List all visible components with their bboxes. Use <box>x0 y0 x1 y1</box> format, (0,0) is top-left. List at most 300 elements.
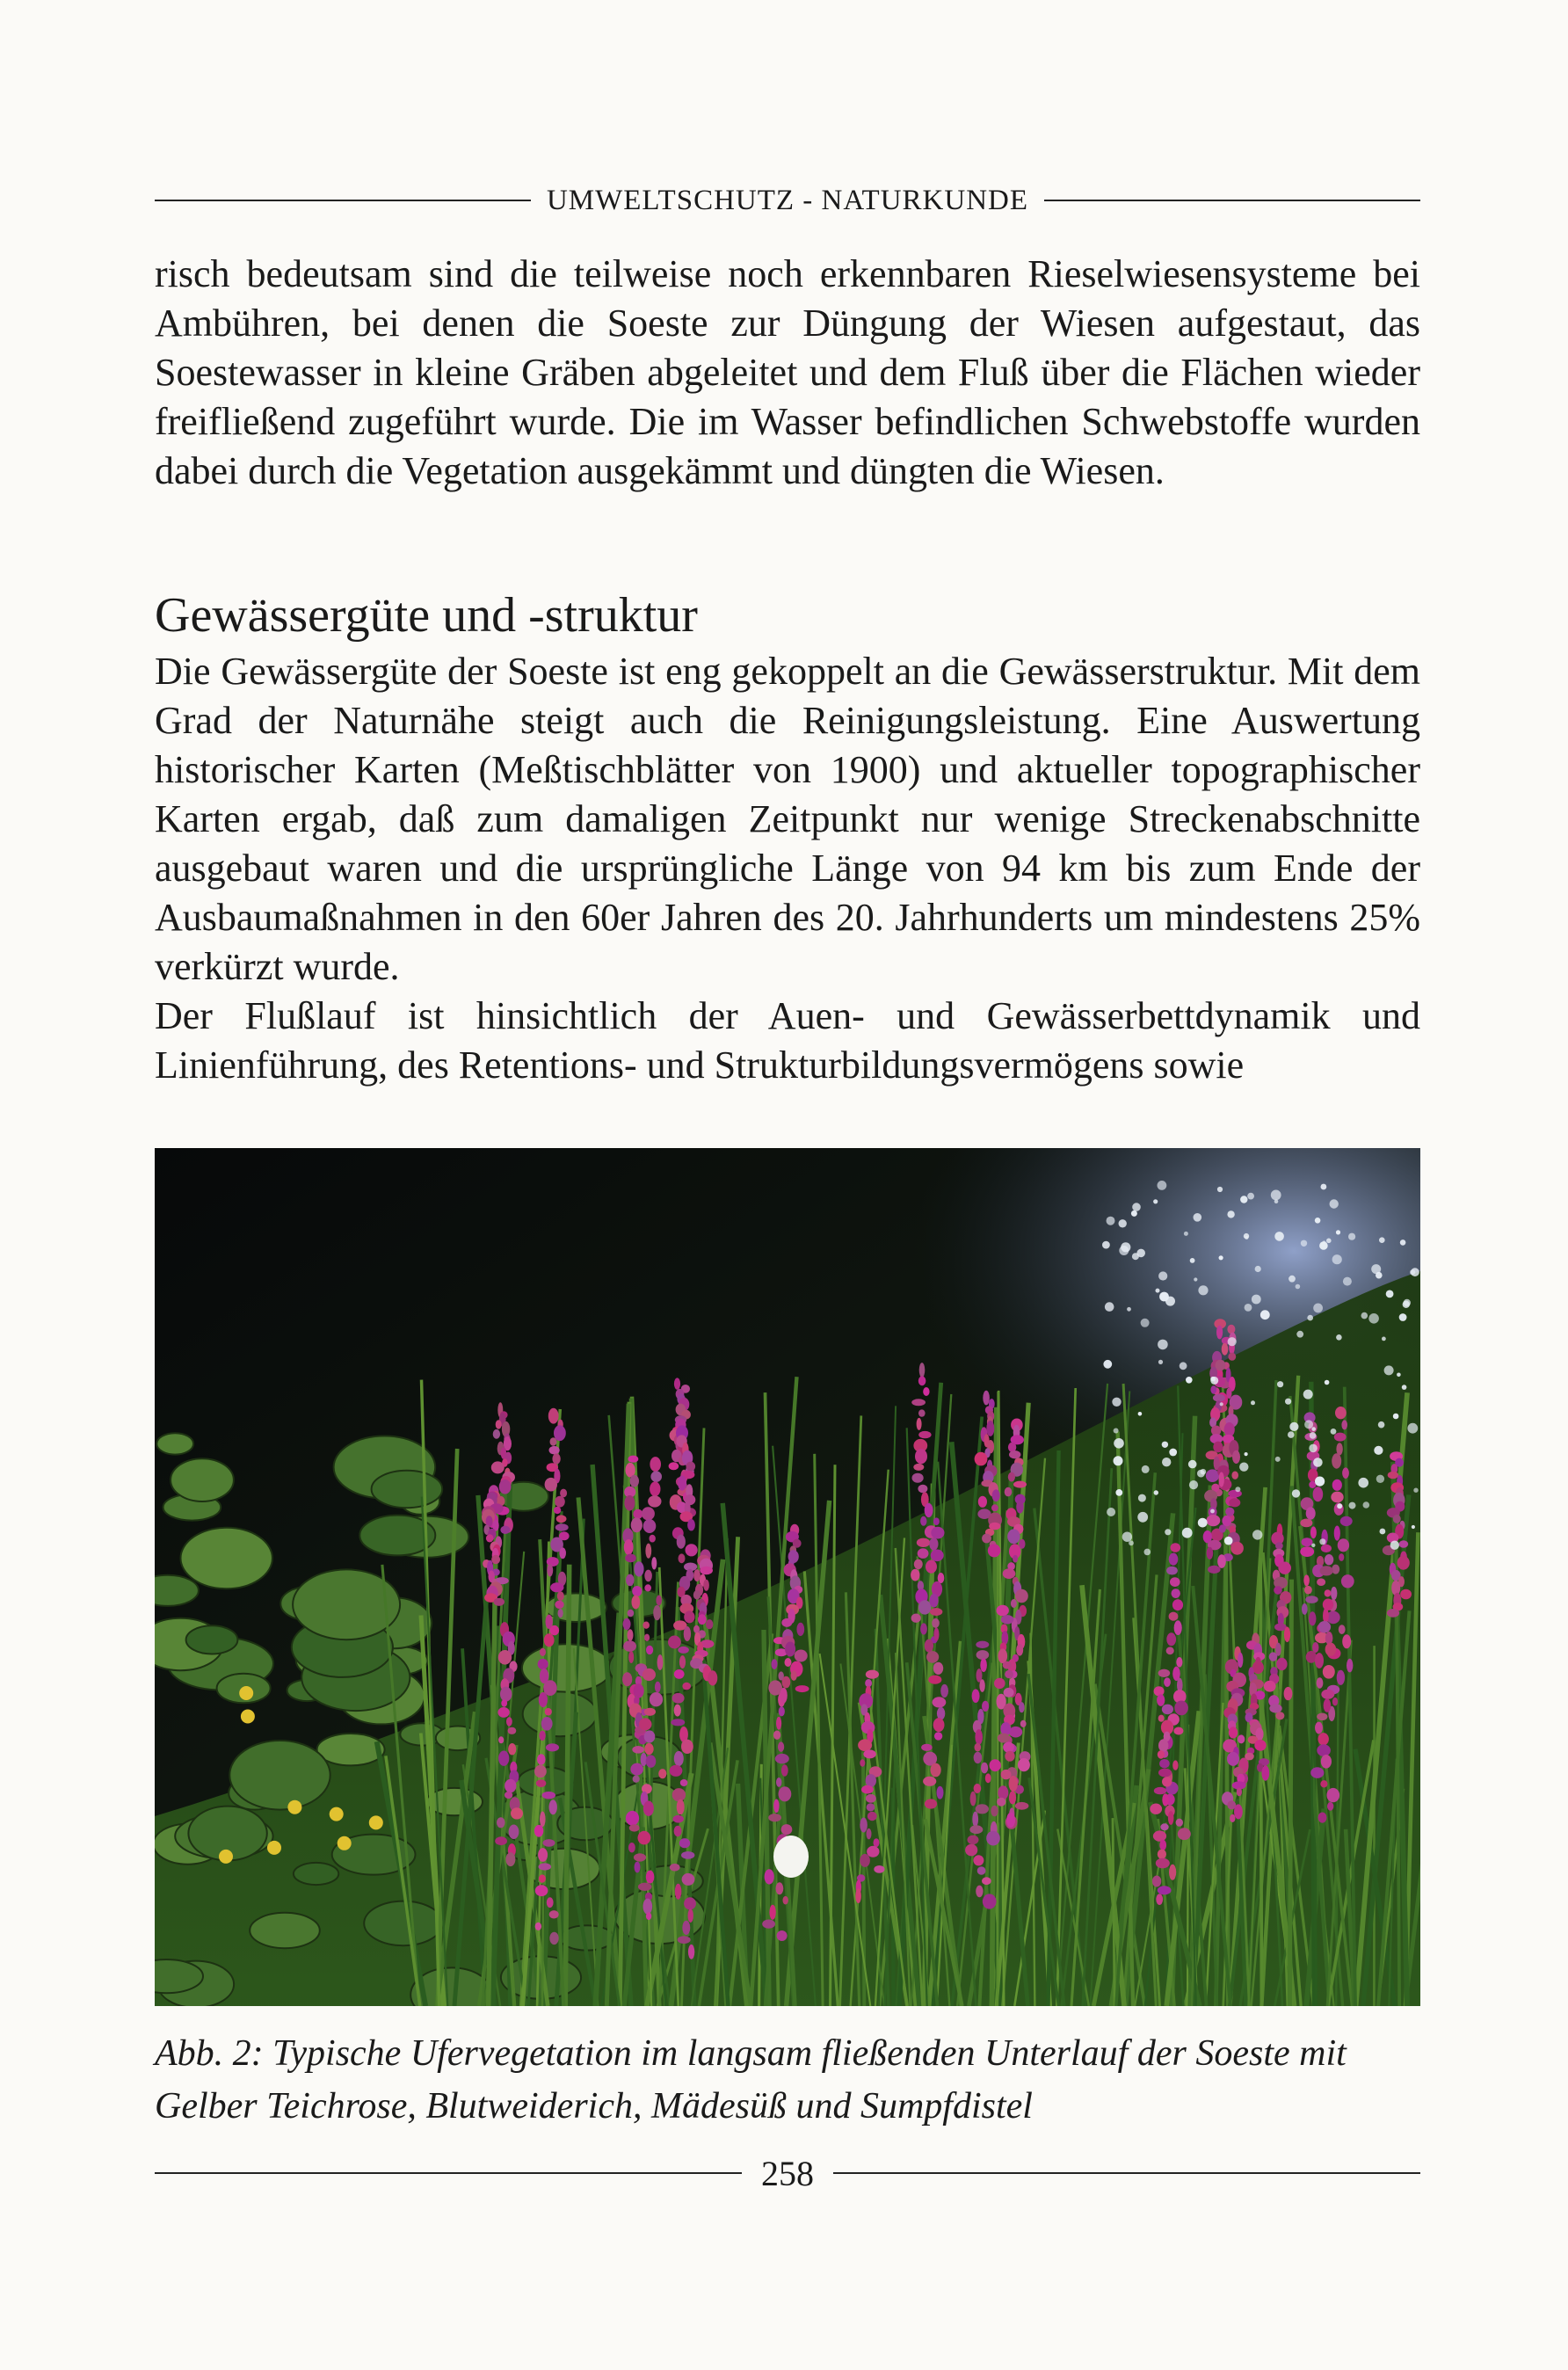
loosestrife-flower <box>940 1684 948 1698</box>
loosestrife-flower <box>1317 1713 1327 1721</box>
loosestrife-flower <box>1317 1677 1324 1688</box>
loosestrife-flower <box>535 1885 548 1896</box>
loosestrife-flower <box>1387 1609 1399 1618</box>
loosestrife-flower <box>918 1600 931 1614</box>
loosestrife-flower <box>1176 1819 1183 1827</box>
lily-pad <box>171 1458 234 1501</box>
loosestrife-flower <box>976 1641 989 1648</box>
loosestrife-flower <box>496 1420 502 1429</box>
loosestrife-flower <box>1347 1659 1353 1673</box>
loosestrife-flower <box>1331 1587 1337 1600</box>
loosestrife-flower <box>1207 1547 1214 1559</box>
meadowsweet-floret <box>1102 1241 1110 1249</box>
loosestrife-flower <box>674 1705 681 1717</box>
loosestrife-flower <box>642 1622 650 1629</box>
loosestrife-flower <box>1019 1702 1025 1712</box>
loosestrife-flower <box>997 1605 1009 1617</box>
loosestrife-flower <box>917 1418 922 1430</box>
loosestrife-flower <box>867 1846 879 1857</box>
meadowsweet-floret <box>1348 1233 1355 1240</box>
loosestrife-flower <box>1210 1385 1216 1394</box>
loosestrife-flower <box>1226 1387 1231 1399</box>
loosestrife-flower <box>933 1697 947 1707</box>
grass-blade <box>1289 1580 1291 2006</box>
loosestrife-flower <box>644 1730 656 1742</box>
ufervegetation-photo <box>155 1148 1420 2006</box>
loosestrife-flower <box>674 1826 682 1836</box>
meadowsweet-floret <box>1235 1487 1240 1492</box>
loosestrife-flower <box>928 1676 941 1684</box>
loosestrife-flower <box>648 1495 661 1507</box>
loosestrife-flower <box>545 1708 552 1716</box>
loosestrife-flower <box>785 1642 795 1657</box>
meadowsweet-floret <box>1158 1181 1167 1190</box>
meadowsweet-floret <box>1358 1478 1368 1488</box>
loosestrife-flower <box>1005 1670 1013 1679</box>
meadowsweet-floret <box>1165 1529 1171 1535</box>
loosestrife-flower <box>998 1648 1008 1663</box>
loosestrife-flower <box>668 1636 681 1649</box>
loosestrife-flower <box>773 1799 779 1814</box>
loosestrife-flower <box>544 1633 555 1647</box>
meadowsweet-floret <box>1336 1334 1342 1341</box>
loosestrife-flower <box>980 1658 987 1672</box>
loosestrife-flower <box>1338 1538 1349 1552</box>
loosestrife-flower <box>1332 1698 1338 1706</box>
loosestrife-flower <box>768 1814 781 1821</box>
meadowsweet-floret <box>1402 1385 1407 1390</box>
loosestrife-flower <box>1310 1767 1324 1778</box>
loosestrife-flower <box>1335 1407 1347 1419</box>
loosestrife-flower <box>994 1678 1005 1689</box>
meadowsweet-floret <box>1252 1295 1261 1305</box>
meadowsweet-floret <box>1390 1541 1399 1550</box>
meadowsweet-floret <box>1115 1489 1122 1496</box>
loosestrife-flower <box>626 1811 639 1826</box>
loosestrife-flower <box>1001 1770 1012 1779</box>
loosestrife-flower <box>933 1718 945 1732</box>
meadowsweet-floret <box>1103 1360 1112 1369</box>
meadowsweet-floret <box>1227 1210 1234 1218</box>
meadowsweet-floret <box>1349 1502 1356 1509</box>
loosestrife-flower <box>1016 1644 1023 1656</box>
loosestrife-flower <box>1323 1599 1333 1610</box>
loosestrife-flower <box>925 1639 933 1653</box>
loosestrife-flower <box>990 1759 1001 1771</box>
loosestrife-flower <box>680 1779 688 1786</box>
loosestrife-flower <box>983 1391 990 1406</box>
meadowsweet-floret <box>1194 1213 1202 1222</box>
meadowsweet-floret <box>1330 1199 1339 1208</box>
loosestrife-flower <box>505 1852 515 1866</box>
loosestrife-flower <box>973 1855 984 1865</box>
loosestrife-flower <box>860 1854 870 1867</box>
loosestrife-flower <box>918 1409 926 1416</box>
meadowsweet-floret <box>1224 1537 1233 1545</box>
loosestrife-flower <box>493 1429 500 1439</box>
meadowsweet-floret <box>1319 1241 1328 1250</box>
loosestrife-flower <box>634 1853 646 1861</box>
loosestrife-flower <box>643 1519 657 1533</box>
loosestrife-flower <box>497 1817 505 1828</box>
meadowsweet-floret <box>1154 1490 1158 1494</box>
loosestrife-flower <box>1342 1467 1349 1479</box>
loosestrife-flower <box>538 1848 548 1862</box>
loosestrife-flower <box>693 1590 701 1600</box>
loosestrife-flower <box>1318 1733 1329 1745</box>
meadowsweet-floret <box>1158 1360 1163 1364</box>
loosestrife-flower <box>986 1421 994 1436</box>
loosestrife-flower <box>643 1899 653 1915</box>
loosestrife-flower <box>1278 1562 1291 1574</box>
loosestrife-flower <box>917 1538 930 1547</box>
loosestrife-flower <box>669 1462 679 1470</box>
loosestrife-flower <box>1154 1787 1166 1794</box>
loosestrife-flower <box>1300 1546 1314 1557</box>
loosestrife-flower <box>931 1763 941 1778</box>
loosestrife-flower <box>632 1596 641 1610</box>
loosestrife-flower <box>658 1769 666 1778</box>
loosestrife-flower <box>1252 1661 1264 1675</box>
loosestrife-flower <box>918 1485 927 1493</box>
figure-caption: Abb. 2: Typische Ufervegetation im langsam fließenden Unterlauf der Soeste mit Gelber Teichrose, Blutweiderich, Mädesüß und Sumpfdistel <box>155 2033 1347 2126</box>
loosestrife-flower <box>684 1610 694 1623</box>
pond-lily-bud <box>287 1800 301 1814</box>
loosestrife-flower <box>1172 1599 1183 1610</box>
loosestrife-flower <box>1238 1653 1243 1668</box>
meadowsweet-floret <box>1245 1304 1252 1312</box>
loosestrife-flower <box>545 1478 557 1492</box>
meadowsweet-floret <box>1190 1258 1195 1263</box>
loosestrife-flower <box>1159 1759 1170 1768</box>
loosestrife-flower <box>638 1883 652 1891</box>
loosestrife-flower <box>639 1718 652 1730</box>
meadowsweet-floret <box>1169 1449 1177 1457</box>
loosestrife-flower <box>975 1452 988 1466</box>
loosestrife-flower <box>501 1699 507 1706</box>
meadowsweet-floret <box>1313 1458 1323 1467</box>
meadowsweet-floret <box>1413 1488 1418 1493</box>
meadowsweet-floret <box>1245 1452 1248 1456</box>
loosestrife-flower <box>983 1894 997 1908</box>
loosestrife-flower <box>1171 1543 1181 1552</box>
loosestrife-flower <box>657 1654 664 1670</box>
loosestrife-flower <box>925 1799 937 1808</box>
loosestrife-flower <box>1317 1578 1325 1586</box>
loosestrife-flower <box>650 1471 662 1482</box>
loosestrife-flower <box>1284 1687 1293 1700</box>
meadowsweet-floret <box>1311 1427 1316 1431</box>
loosestrife-flower <box>634 1561 643 1576</box>
meadowsweet-floret <box>1189 1480 1198 1489</box>
loosestrife-flower <box>541 1717 553 1731</box>
loosestrife-flower <box>1166 1567 1178 1575</box>
loosestrife-flower <box>1261 1765 1269 1780</box>
loosestrife-flower <box>769 1905 775 1920</box>
loosestrife-flower <box>1269 1652 1278 1661</box>
meadowsweet-floret <box>1127 1307 1131 1312</box>
loosestrife-flower <box>1178 1828 1191 1840</box>
loosestrife-flower <box>1275 1712 1284 1719</box>
loosestrife-flower <box>1229 1727 1238 1738</box>
loosestrife-flower <box>1217 1554 1226 1568</box>
loosestrife-flower <box>632 1746 644 1754</box>
loosestrife-flower <box>1003 1568 1016 1579</box>
meadowsweet-floret <box>1252 1530 1262 1539</box>
meadowsweet-floret <box>1186 1377 1193 1384</box>
loosestrife-flower <box>1300 1519 1312 1528</box>
loosestrife-flower <box>1254 1740 1266 1751</box>
loosestrife-flower <box>926 1651 939 1663</box>
running-head-rule-left <box>155 200 531 201</box>
meadowsweet-floret <box>1198 1285 1208 1295</box>
lily-pad <box>372 1471 443 1508</box>
loosestrife-flower <box>1276 1658 1287 1670</box>
loosestrife-flower <box>628 1456 639 1463</box>
loosestrife-flower <box>1018 1758 1030 1771</box>
pond-lily-bud <box>369 1815 383 1829</box>
pond-lily-bud <box>338 1836 352 1850</box>
loosestrife-flower <box>1334 1526 1340 1541</box>
meadowsweet-floret <box>1307 1315 1313 1321</box>
loosestrife-flower <box>688 1945 694 1959</box>
loosestrife-flower <box>1231 1472 1238 1479</box>
loosestrife-flower <box>630 1763 643 1776</box>
meadowsweet-floret <box>1180 1362 1187 1370</box>
loosestrife-flower <box>1284 1627 1290 1643</box>
loosestrife-flower <box>1001 1615 1014 1624</box>
loosestrife-flower <box>1007 1529 1020 1544</box>
loosestrife-flower <box>547 1564 553 1576</box>
loosestrife-flower <box>631 1517 642 1532</box>
loosestrife-flower <box>1339 1553 1344 1561</box>
loosestrife-flower <box>1158 1750 1165 1759</box>
loosestrife-flower <box>491 1555 500 1564</box>
meadowsweet-floret <box>1228 1337 1237 1346</box>
loosestrife-flower <box>972 1689 980 1703</box>
loosestrife-flower <box>1169 1612 1179 1621</box>
meadowsweet-floret <box>1121 1242 1130 1252</box>
loosestrife-flower <box>537 1754 546 1764</box>
loosestrife-flower <box>536 1779 546 1787</box>
loosestrife-flower <box>1332 1565 1339 1574</box>
loosestrife-flower <box>498 1751 509 1766</box>
meadowsweet-floret <box>1138 1412 1143 1416</box>
meadowsweet-floret <box>1412 1525 1415 1529</box>
meadowsweet-floret <box>1275 1457 1281 1462</box>
loosestrife-flower <box>1312 1642 1318 1653</box>
lily-pad <box>250 1913 320 1948</box>
loosestrife-flower <box>781 1824 793 1835</box>
loosestrife-flower <box>1325 1589 1332 1596</box>
loosestrife-flower <box>1229 1498 1240 1507</box>
loosestrife-flower <box>678 1936 691 1944</box>
loosestrife-flower <box>1331 1492 1343 1503</box>
loosestrife-flower <box>1168 1811 1174 1825</box>
loosestrife-flower <box>540 1648 546 1656</box>
loosestrife-flower <box>911 1569 919 1581</box>
loosestrife-flower <box>646 1871 655 1884</box>
loosestrife-flower <box>970 1792 976 1807</box>
loosestrife-flower <box>1238 1734 1245 1743</box>
meadowsweet-floret <box>1114 1429 1119 1434</box>
loosestrife-flower <box>1393 1515 1401 1523</box>
loosestrife-flower <box>1324 1698 1332 1712</box>
loosestrife-flower <box>500 1526 510 1534</box>
loosestrife-flower <box>498 1736 504 1743</box>
loosestrife-flower <box>866 1794 876 1803</box>
loosestrife-flower <box>500 1687 512 1702</box>
loosestrife-flower <box>1019 1539 1025 1549</box>
loosestrife-flower <box>557 1591 564 1601</box>
loosestrife-flower <box>642 1668 656 1681</box>
meadowsweet-floret <box>1343 1277 1352 1286</box>
loosestrife-flower <box>650 1481 660 1496</box>
running-head-text: UMWELTSCHUTZ - NATURKUNDE <box>546 184 1029 216</box>
loosestrife-flower <box>969 1825 983 1834</box>
loosestrife-flower <box>556 1515 567 1523</box>
loosestrife-flower <box>684 1626 691 1641</box>
meadowsweet-floret <box>1296 1284 1301 1290</box>
loosestrife-flower <box>1237 1788 1242 1797</box>
loosestrife-flower <box>628 1629 634 1641</box>
loosestrife-flower <box>968 1836 979 1845</box>
loosestrife-flower <box>1162 1705 1173 1715</box>
loosestrife-flower <box>1388 1472 1398 1479</box>
loosestrife-flower <box>930 1594 939 1608</box>
loosestrife-flower <box>988 1544 1001 1557</box>
loosestrife-flower <box>978 1496 987 1508</box>
loosestrife-flower <box>624 1495 635 1511</box>
loosestrife-flower <box>921 1744 933 1751</box>
lily-pad <box>186 1625 238 1654</box>
loosestrife-flower <box>674 1669 685 1679</box>
meadowsweet-floret <box>1114 1438 1124 1449</box>
meadowsweet-floret <box>1137 1512 1148 1523</box>
meadowsweet-floret <box>1376 1272 1383 1279</box>
meadowsweet-floret <box>1217 1187 1223 1192</box>
loosestrife-flower <box>1304 1586 1312 1595</box>
loosestrife-flower <box>926 1560 937 1574</box>
loosestrife-flower <box>1158 1850 1166 1859</box>
loosestrife-flower <box>796 1623 804 1636</box>
loosestrife-flower <box>1166 1632 1176 1646</box>
loosestrife-flower <box>628 1610 635 1618</box>
loosestrife-flower <box>1162 1793 1168 1806</box>
meadowsweet-floret <box>1292 1489 1300 1497</box>
loosestrife-flower <box>1005 1751 1014 1762</box>
section-heading: Gewässergüte und -struktur <box>155 588 698 643</box>
loosestrife-flower <box>1166 1647 1174 1654</box>
meadowsweet-floret <box>1251 1400 1255 1405</box>
loosestrife-flower <box>975 1729 983 1745</box>
loosestrife-flower <box>644 1634 650 1641</box>
loosestrife-flower <box>765 1869 774 1884</box>
loosestrife-flower <box>1317 1744 1331 1756</box>
loosestrife-flower <box>1321 1690 1334 1699</box>
meadowsweet-floret <box>1363 1501 1370 1509</box>
loosestrife-flower <box>549 1932 558 1945</box>
loosestrife-flower <box>1150 1804 1162 1814</box>
meadowsweet-floret <box>1107 1217 1115 1225</box>
meadowsweet-floret <box>1332 1254 1342 1264</box>
loosestrife-flower <box>776 1717 781 1730</box>
loosestrife-flower <box>1206 1469 1219 1482</box>
loosestrife-flower <box>1160 1823 1168 1830</box>
loosestrife-flower <box>863 1749 875 1758</box>
meadowsweet-floret <box>1289 1276 1296 1283</box>
meadowsweet-floret <box>1376 1475 1384 1483</box>
meadowsweet-floret <box>1393 1414 1399 1420</box>
meadowsweet-floret <box>1107 1508 1115 1516</box>
loosestrife-flower <box>1325 1554 1333 1565</box>
loosestrife-flower <box>1323 1665 1335 1679</box>
meadowsweet-floret <box>1289 1422 1298 1431</box>
loosestrife-flower <box>762 1920 775 1929</box>
meadowsweet-floret <box>1255 1266 1261 1272</box>
meadowsweet-floret <box>1141 1319 1150 1327</box>
loosestrife-flower <box>1015 1802 1029 1810</box>
loosestrife-flower <box>911 1614 921 1623</box>
loosestrife-flower <box>780 1688 787 1704</box>
loosestrife-flower <box>1219 1472 1224 1487</box>
loosestrife-flower <box>653 1605 661 1620</box>
loosestrife-flower <box>867 1828 872 1839</box>
meadowsweet-floret <box>1184 1232 1188 1236</box>
loosestrife-flower <box>628 1843 635 1852</box>
loosestrife-flower <box>671 1719 685 1726</box>
meadowsweet-floret <box>1198 1518 1208 1528</box>
meadowsweet-floret <box>1220 1402 1223 1406</box>
loosestrife-flower <box>777 1930 788 1941</box>
loosestrife-flower <box>641 1753 647 1766</box>
loosestrife-flower <box>555 1496 565 1508</box>
loosestrife-flower <box>650 1535 656 1543</box>
loosestrife-flower <box>975 1743 982 1752</box>
loosestrife-flower <box>679 1553 686 1563</box>
loosestrife-flower <box>1325 1643 1337 1656</box>
meadowsweet-floret <box>1336 1230 1340 1234</box>
loosestrife-flower <box>1156 1858 1170 1869</box>
loosestrife-flower <box>1170 1577 1180 1587</box>
loosestrife-flower <box>499 1479 512 1494</box>
loosestrife-flower <box>1222 1343 1229 1356</box>
loosestrife-flower <box>498 1650 512 1665</box>
loosestrife-flower <box>976 1804 989 1814</box>
loosestrife-flower <box>1158 1769 1172 1778</box>
loosestrife-flower <box>974 1784 982 1793</box>
loosestrife-flower <box>706 1619 713 1629</box>
loosestrife-flower <box>677 1799 685 1815</box>
meadowsweet-floret <box>1315 1477 1325 1487</box>
loosestrife-flower <box>965 1844 977 1857</box>
meadowsweet-floret <box>1197 1470 1205 1478</box>
loosestrife-flower <box>535 1923 541 1930</box>
loosestrife-flower <box>991 1806 998 1817</box>
loosestrife-flower <box>642 1507 655 1520</box>
meadowsweet-floret <box>1182 1528 1193 1538</box>
loosestrife-flower <box>1342 1634 1351 1648</box>
loosestrife-flower <box>682 1683 691 1690</box>
lily-pad <box>156 1433 193 1454</box>
meadowsweet-floret <box>1194 1277 1197 1281</box>
loosestrife-flower <box>1225 1508 1234 1516</box>
meadowsweet-floret <box>1397 1373 1401 1378</box>
meadowsweet-floret <box>1310 1432 1317 1439</box>
meadowsweet-floret <box>1378 1421 1385 1429</box>
loosestrife-flower <box>932 1618 940 1628</box>
loosestrife-flower <box>918 1548 929 1559</box>
